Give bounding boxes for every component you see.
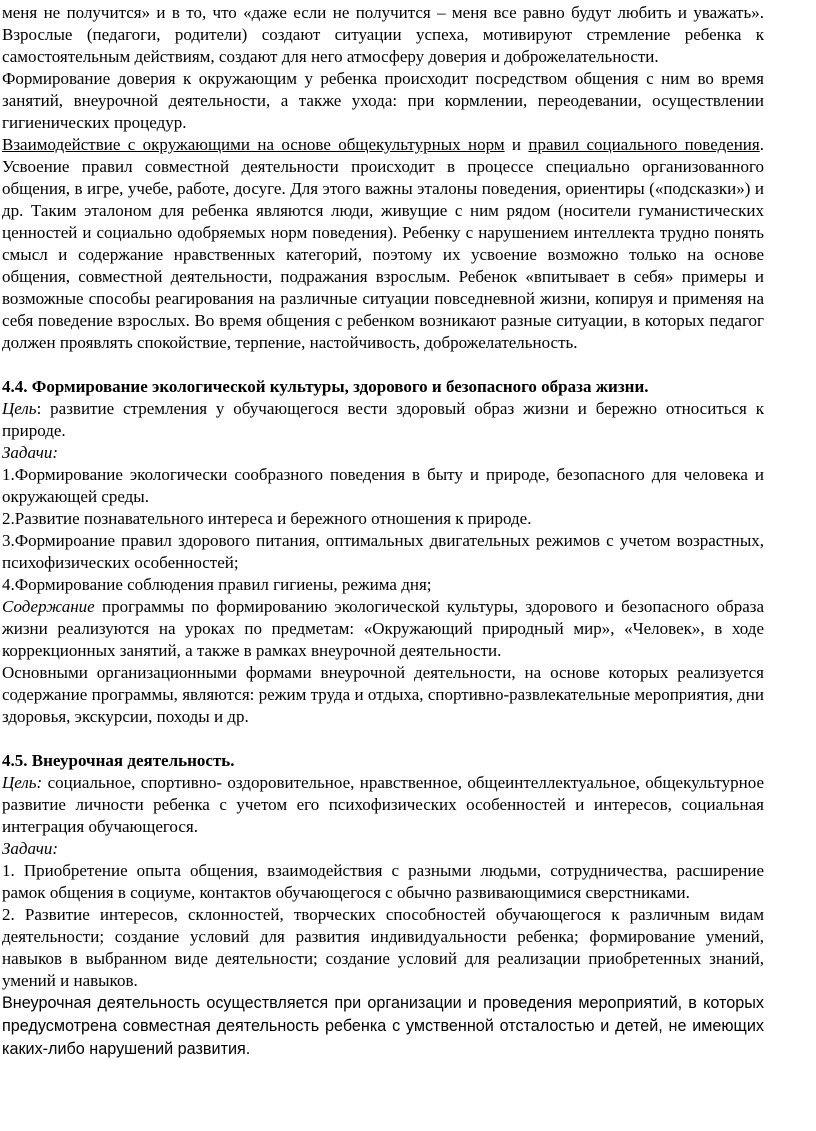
paragraph-trust: Формирование доверия к окружающим у ребенка происходит посредством общения с ним во время занятий, внеурочной деятельности, а также ухода: при кормлении, переодевании, осуществлении гигиенических процедур. (2, 69, 764, 132)
goal-text: социальное, спортивно- оздоровительное, нравственное, общеинтеллектуальное, общекультурное развитие личности ребенка с учетом его психофизических особенностей и интересов, социальная интеграция обучающегося. (2, 773, 764, 836)
section-4-4-heading: 4.4. Формирование экологической культуры, здорового и безопасного образа жизни. (2, 377, 649, 396)
section-4-5-task-item: 2. Развитие интересов, склонностей, творческих способностей обучающегося к различным видам деятельности; создание условий для развития индивидуальности ребенка; формирование умений, навыков в выбранном виде деятельности; создание условий для реализации приобретенных знаний, умений и навыков. (2, 905, 764, 990)
section-4-5-task-item: 1. Приобретение опыта общения, взаимодействия с разными людьми, сотрудничества, расширение рамок общения в социуме, контактов обучающегося с обычно развивающимися сверстниками. (2, 861, 764, 902)
section-spacer (2, 728, 764, 750)
section-4-5-heading: 4.5. Внеурочная деятельность. (2, 751, 235, 770)
section-4-5-closing: Внеурочная деятельность осуществляется при организации и проведения мероприятий, в которых предусмотрена совместная деятельность ребенка с умственной отсталостью и детей, не имеющих каких-либо нарушений развития. (2, 994, 764, 1058)
tasks-label: Задачи: (2, 839, 59, 858)
connector-text: и (504, 135, 529, 154)
content-text: программы по формированию экологической культуры, здорового и безопасного образа жизни реализуются на уроках по предметам: «Окружающий природный мир», «Человек», в ходе коррекционных занятий, а также в рамках внеурочной деятельности. (2, 597, 764, 660)
paragraph-interaction-rest: . Усвоение правил совместной деятельности происходит в процессе специально организованного общения, в игре, учебе, работе, досуге. Для этого важны эталоны поведения, ориентиры («подсказки») и др. Таким эталоном для ребенка являются люди, живущие с ним рядом (носители гуманистических ценностей и социально одобряемых норм поведения). Ребенку с нарушением интеллекта трудно понять смысл и содержание нравственных категорий, поэтому их усвоение возможно только на основе общения, совместной деятельности, подражания взрослым. Ребенок «впитывает в себя» примеры и возможные способы реагирования на различные ситуации повседневной жизни, копируя и применяя на себя поведение взрослых. Во время общения с ребенком возникают разные ситуации, в которых педагог должен проявлять спокойствие, терпение, настойчивость, доброжелательность. (2, 135, 764, 352)
goal-label: Цель: (2, 773, 43, 792)
section-4-4-task-item: 2.Развитие познавательного интереса и бережного отношения к природе. (2, 509, 532, 528)
section-spacer (2, 354, 764, 376)
section-4-5-goal (2, 772, 764, 838)
section-4-4-content (2, 596, 764, 662)
goal-text: : развитие стремления у обучающегося вести здоровый образ жизни и бережно относиться к природе. (2, 399, 764, 440)
underlined-term-norms: Взаимодействие с окружающими на основе общекультурных норм (2, 135, 505, 154)
section-4-4-task-item: 4.Формирование соблюдения правил гигиены, режима дня; (2, 575, 432, 594)
section-4-4-forms: Основными организационными формами внеурочной деятельности, на основе которых реализуется содержание программы, являются: режим труда и отдыха, спортивно-развлекательные мероприятия, дни здоровья, экскурсии, походы и др. (2, 663, 764, 726)
section-4-5-tasks-label (2, 838, 764, 860)
paragraph-interaction (2, 134, 764, 354)
underlined-term-rules: правил социального поведения (528, 135, 760, 154)
goal-label: Цель (2, 399, 37, 418)
section-4-4-tasks-label (2, 442, 764, 464)
paragraph-intro: меня не получится» и в то, что «даже если не получится – меня все равно будут любить и уважать». Взрослые (педагоги, родители) создают ситуации успеха, мотивируют стремление ребенка к самостоятельным действиям, создают для него атмосферу доверия и доброжелательности. (2, 3, 764, 66)
tasks-label: Задачи: (2, 443, 59, 462)
content-label: Содержание (2, 597, 95, 616)
section-4-4-task-item: 3.Формироание правил здорового питания, оптимальных двигательных режимов с учетом возрастных, психофизических особенностей; (2, 531, 764, 572)
section-4-4-task-item: 1.Формирование экологически сообразного поведения в быту и природе, безопасного для человека и окружающей среды. (2, 465, 764, 506)
section-4-4-goal (2, 398, 764, 442)
